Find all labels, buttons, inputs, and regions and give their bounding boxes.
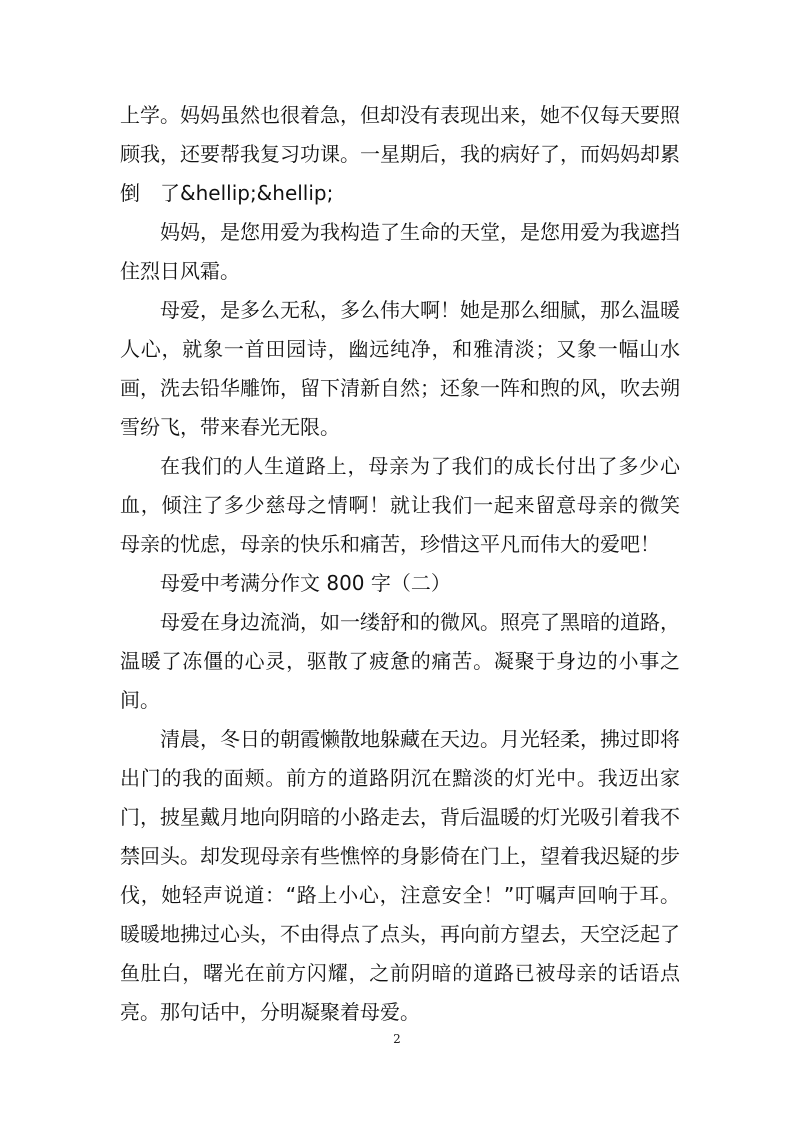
page-body <box>120 96 680 1032</box>
paragraph-continued: 上学。妈妈虽然也很着急，但却没有表现出来，她不仅每天要照顾我，还要帮我复习功课。一星期后，我的病好了，而妈妈却累倒 了&hellip;&hellip; <box>120 103 680 205</box>
paragraph: 母爱在身边流淌，如一缕舒和的微风。照亮了黑暗的道路，温暖了冻僵的心灵，驱散了疲惫的痛苦。凝聚于身边的小事之间。 <box>120 610 680 712</box>
paragraph: 在我们的人生道路上，母亲为了我们的成长付出了多少心血，倾注了多少慈母之情啊！就让我们一起来留意母亲的微笑 母亲的忧虑，母亲的快乐和痛苦，珍惜这平凡而伟大的爱吧！ <box>120 454 680 556</box>
paragraph: 妈妈，是您用爱为我构造了生命的天堂，是您用爱为我遮挡住烈日风霜。 <box>120 220 680 283</box>
page-number: 2 <box>393 1032 401 1046</box>
section-heading: 母爱中考满分作文 800 字（二） <box>160 571 451 595</box>
paragraph: 清晨，冬日的朝霞懒散地躲藏在天边。月光轻柔，拂过即将出门的我的面颊。前方的道路阴沉在黯淡的灯光中。我迈出家门，披星戴月地向阴暗的小路走去，背后温暖的灯光吸引着我不禁回头。却发现母亲有些憔悴的身影倚在门上，望着我迟疑的步伐，她轻声说道：“路上小心，注意安全！”叮嘱声回响于耳。暖暖地拂过心头，不由得点了点头，再向前方望去，天空泛起了鱼肚白，曙光在前方闪耀，之前阴暗的道路已被母亲的话语点亮。那句话中，分明凝聚着母爱。 <box>120 727 680 1024</box>
paragraph: 母爱，是多么无私，多么伟大啊！她是那么细腻，那么温暖人心，就象一首田园诗，幽远纯净，和雅清淡；又象一幅山水画，洗去铅华雕饰，留下清新自然；还象一阵和煦的风，吹去朔雪纷飞，带来春光无限。 <box>120 298 680 439</box>
